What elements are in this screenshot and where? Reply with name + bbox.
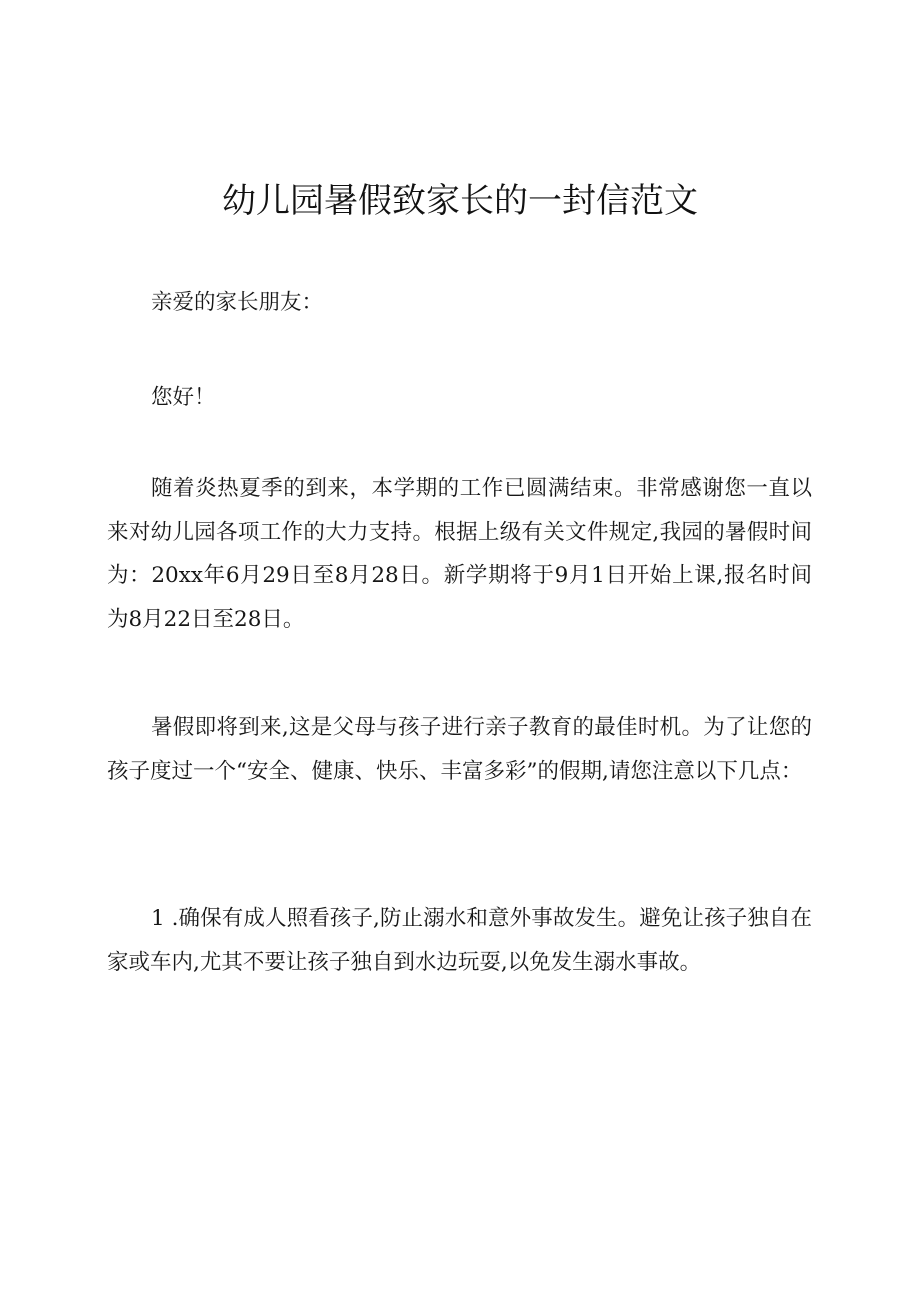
holiday-schedule-paragraph: 随着炎热夏季的到来，本学期的工作已圆满结束。非常感谢您一直以来对幼儿园各项工作的大力支持。根据上级有关文件规定,我园的暑假时间为：20xx年6月29日至8月28日。新学期将于9月1日开始上课,报名时间为8月22日至28日。 <box>107 476 812 632</box>
greeting-paragraph: 您好！ <box>151 385 216 410</box>
salutation-paragraph: 亲爱的家长朋友： <box>151 290 324 315</box>
safety-item-paragraph: 1 .确保有成人照看孩子,防止溺水和意外事故发生。避免让孩子独自在家或车内,尤其不要让孩子独自到水边玩耍,以免发生溺水事故。 <box>107 906 812 975</box>
document-title: 幼儿园暑假致家长的一封信范文 <box>222 181 698 221</box>
parent-notice-paragraph: 暑假即将到来,这是父母与孩子进行亲子教育的最佳时机。为了让您的孩子度过一个“安全、健康、快乐、丰富多彩”的假期,请您注意以下几点： <box>107 715 812 784</box>
